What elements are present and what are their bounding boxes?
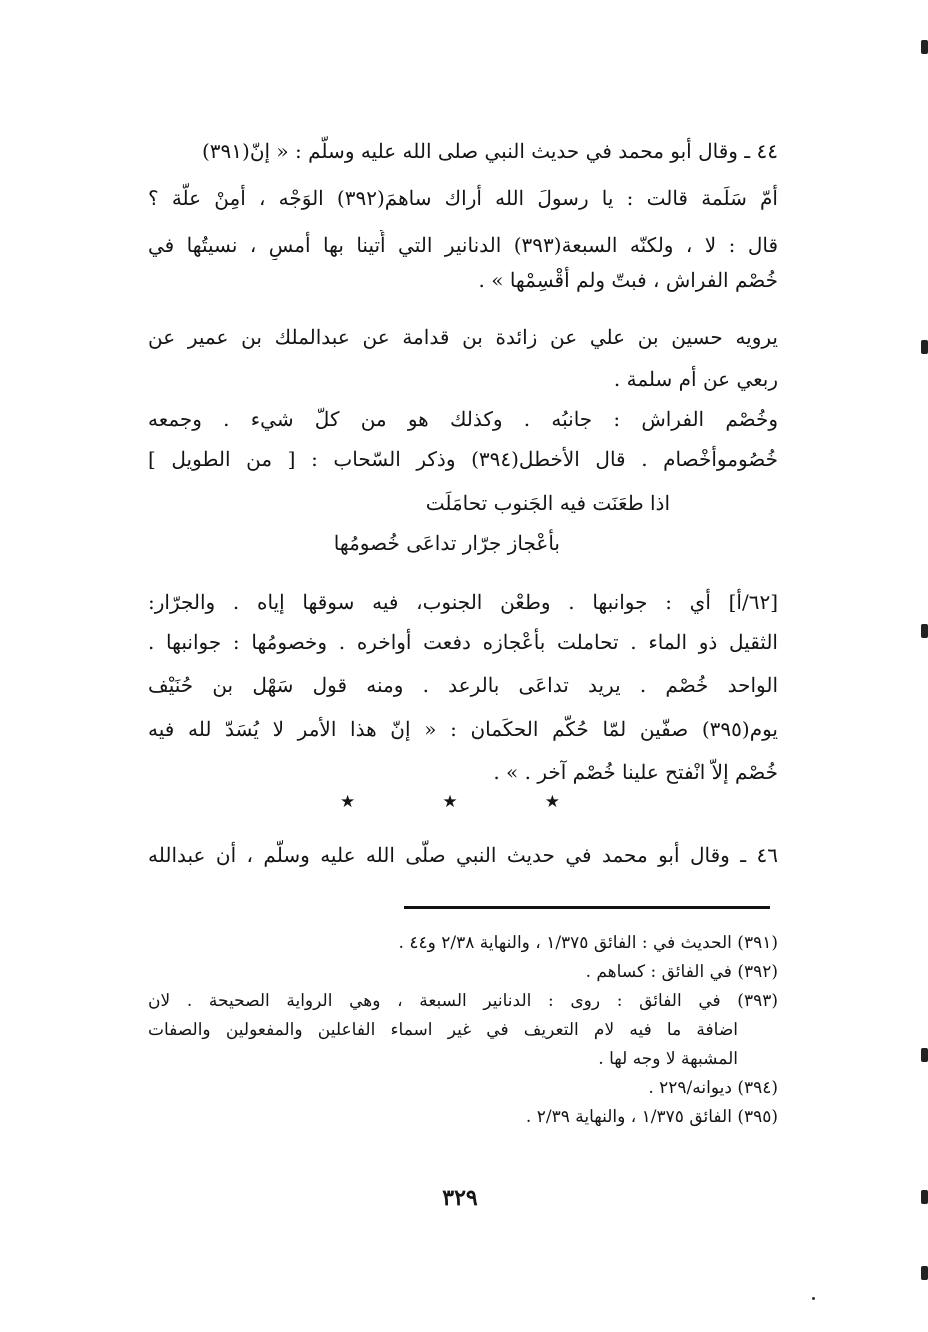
section-separator — [340, 790, 560, 814]
scan-edge-mark — [921, 340, 928, 354]
footnote-393-line-1: (٣٩٣) في الفائق : روى : الدنانير السبعة ، وهي الرواية الصحيحة . لان — [148, 991, 778, 1011]
scan-speck — [812, 1297, 815, 1300]
scan-edge-mark — [921, 624, 928, 638]
separator-star: ★ — [340, 792, 356, 812]
commentary-line-1: [٦٢/أ] أي : جوانبها . وطعْن الجنوب، فيه سوقها إياه . والجرّار: — [148, 590, 778, 614]
commentary-line-5: خُصْم إلاّ انْفتح علينا خُصْم آخر . » . — [493, 760, 778, 784]
separator-star: ★ — [442, 792, 458, 812]
commentary-line-4: يوم(٣٩٥) صفّين لمّا حُكّم الحكَمان : « إنّ هذا الأمر لا يُسَدّ لله فيه — [148, 717, 778, 741]
entry-44-line-2: أمّ سَلَمة قالت : يا رسولَ الله أراك ساهمَ(٣٩٢) الوَجْه ، أمِنْ علّة ؟ — [148, 186, 778, 210]
footnote-391: (٣٩١) الحديث في : الفائق ١/٣٧٥ ، والنهاية ٢/٣٨ و٤٤ . — [398, 933, 778, 953]
page-number: ٣٢٩ — [442, 1185, 478, 1211]
scan-edge-mark — [921, 40, 928, 54]
footnote-394: (٣٩٤) ديوانه/٢٢٩ . — [648, 1078, 778, 1098]
commentary-line-2: الثقيل ذو الماء . تحاملت بأعْجازه دفعت أواخره . وخصومُها : جوانبها . — [148, 630, 778, 654]
entry-44-line-1: ٤٤ ـ وقال أبو محمد في حديث النبي صلى الله عليه وسلّم : « إنّ(٣٩١) — [201, 139, 778, 163]
entry-44-line-3: قال : لا ، ولكنّه السبعة(٣٩٣) الدنانير التي أُتينا بها أمسِ ، نسيتُها في — [148, 233, 778, 257]
footnote-separator — [404, 906, 770, 909]
footnote-392: (٣٩٢) في الفائق : كساهم . — [585, 962, 778, 982]
explanation-line-2: خُصُوموأخْصام . قال الأخطل(٣٩٤) وذكر السّحاب : [ من الطويل ] — [148, 447, 778, 471]
verse-hemistich-1: اذا طعَنَت فيه الجَنوب تحامَلَت — [425, 491, 670, 515]
separator-star: ★ — [544, 792, 560, 812]
scan-edge-mark — [921, 1266, 928, 1280]
verse-hemistich-2: بأعْجاز جرّار تداعَى خُصومُها — [333, 531, 560, 555]
entry-46-line-1: ٤٦ ـ وقال أبو محمد في حديث النبي صلّى الله عليه وسلّم ، أن عبدالله — [148, 843, 778, 867]
footnote-395: (٣٩٥) الفائق ١/٣٧٥ ، والنهاية ٢/٣٩ . — [525, 1107, 778, 1127]
scan-edge-mark — [921, 1190, 928, 1204]
narration-line-1: يرويه حسين بن علي عن زائدة بن قدامة عن عبدالملك بن عمير عن — [148, 325, 778, 349]
footnote-393-line-2: اضافة ما فيه لام التعريف في غير اسماء الفاعلين والمفعولين والصفات — [148, 1020, 738, 1040]
commentary-line-3: الواحد خُصْم . يريد تداعَى بالرعد . ومنه قول سَهْل بن حُنَيْف — [148, 673, 778, 697]
narration-line-2: ربعي عن أم سلمة . — [613, 367, 778, 391]
entry-44-line-4: خُصْم الفراش ، فبتّ ولم أقْسِمْها » . — [478, 268, 778, 292]
explanation-line-1: وخُصْم الفراش : جانبُه . وكذلك هو من كلّ شيء . وجمعه — [148, 407, 778, 431]
scan-edge-mark — [921, 1048, 928, 1062]
footnote-393-line-3: المشبهة لا وجه لها . — [598, 1049, 738, 1069]
